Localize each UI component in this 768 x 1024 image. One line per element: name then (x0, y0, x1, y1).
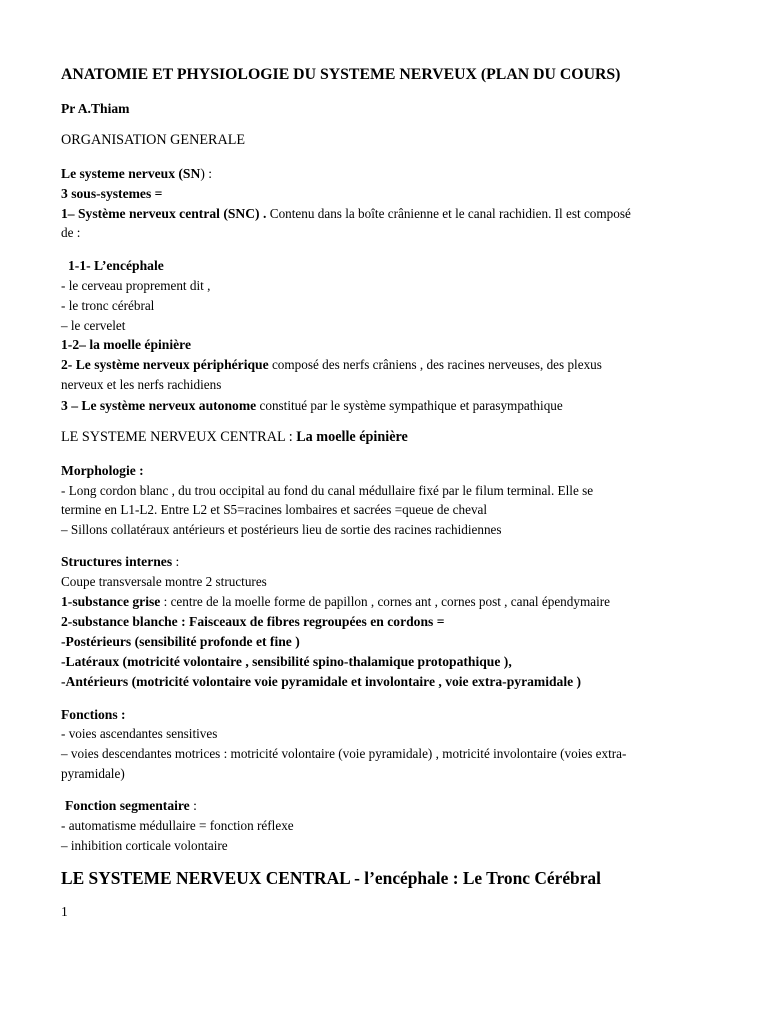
sous-systemes: 3 sous-systemes = (61, 186, 163, 201)
fonctions-heading: Fonctions : (61, 707, 126, 722)
structures-colon: : (172, 554, 180, 569)
fonctions-line-3: pyramidale) (61, 766, 125, 781)
section-moelle-regular: LE SYSTEME NERVEUX CENTRAL : (61, 429, 297, 445)
structures-heading (61, 553, 179, 570)
sn-line (61, 165, 212, 182)
page-number: 1 (61, 904, 68, 919)
section-heading-tronc: LE SYSTEME NERVEUX CENTRAL - l’encéphale : Le Tronc Cérébral (61, 868, 601, 888)
document-title: ANATOMIE ET PHYSIOLOGIE DU SYSTEME NERVEUX (PLAN DU COURS) (61, 66, 621, 83)
substance-blanche-line: 2-substance blanche : Faisceaux de fibres regroupées en cordons = (61, 614, 445, 629)
substance-grise-text: : centre de la moelle forme de papillon , cornes ant , cornes post , canal épendymaire (160, 594, 610, 609)
morphologie-line-3: – Sillons collatéraux antérieurs et postérieurs lieu de sortie des racines rachidiennes (61, 522, 502, 537)
cordon-posterieurs: -Postérieurs (sensibilité profonde et fine ) (61, 634, 300, 649)
substance-grise-line (61, 593, 610, 610)
snp-label: 2- Le système nerveux périphérique (61, 357, 269, 372)
snc-text: Contenu dans la boîte crânienne et le canal rachidien. Il est composé (269, 206, 631, 221)
morphologie-line-2: termine en L1-L2. Entre L2 et S5=racines lombaires et sacrées =queue de cheval (61, 502, 488, 517)
segmentaire-line-1: - automatisme médullaire = fonction réflexe (61, 818, 294, 833)
cordon-lateraux: -Latéraux (motricité volontaire , sensibilité spino-thalamique protopathique ), (61, 654, 512, 669)
section-heading-moelle (61, 429, 408, 446)
list-item-cerveau: - le cerveau proprement dit , (61, 278, 211, 293)
fonctions-line-1: - voies ascendantes sensitives (61, 726, 218, 741)
segmentaire-line-2: – inhibition corticale volontaire (61, 838, 228, 853)
moelle-heading: 1-2– la moelle épinière (61, 337, 191, 352)
substance-grise-label: 1-substance grise (61, 594, 161, 609)
morphologie-line-1: - Long cordon blanc , du trou occipital au fond du canal médullaire fixé par le filum terminal. Elle se (61, 483, 594, 498)
snp-line (61, 356, 602, 373)
sn-label: Le systeme nerveux (SN (61, 166, 201, 181)
segmentaire-heading (65, 797, 197, 814)
cordon-anterieurs: -Antérieurs (motricité volontaire voie pyramidale et involontaire , voie extra-pyramidale ) (61, 674, 582, 689)
coupe-line: Coupe transversale montre 2 structures (61, 574, 267, 589)
snc-text-cont: de : (61, 225, 81, 240)
list-item-tronc: - le tronc cérébral (61, 298, 155, 313)
snc-line (61, 205, 631, 222)
sna-label: 3 – Le système nerveux autonome (61, 398, 257, 413)
snc-label: 1– Système nerveux central (SNC) . (61, 206, 270, 221)
snp-text-cont: nerveux et les nerfs rachidiens (61, 377, 222, 392)
list-item-cervelet: – le cervelet (61, 318, 126, 333)
fonctions-line-2: – voies descendantes motrices : motricité volontaire (voie pyramidale) , motricité involontaire (voies extra- (61, 746, 627, 761)
structures-title: Structures internes (61, 554, 173, 569)
segmentaire-title: Fonction segmentaire (65, 798, 190, 813)
segmentaire-colon: : (189, 798, 197, 813)
morphologie-heading: Morphologie : (61, 463, 144, 478)
section-moelle-bold: La moelle épinière (296, 429, 408, 445)
snp-text: composé des nerfs crâniens , des racines nerveuses, des plexus (268, 357, 602, 372)
encephale-heading: 1-1- L’encéphale (68, 258, 164, 273)
sn-suffix: ) : (200, 166, 213, 181)
sna-text: constitué par le système sympathique et parasympathique (256, 398, 563, 413)
sna-line (61, 397, 563, 414)
section-heading-organisation: ORGANISATION GENERALE (61, 132, 246, 148)
author: Pr A.Thiam (61, 101, 130, 116)
